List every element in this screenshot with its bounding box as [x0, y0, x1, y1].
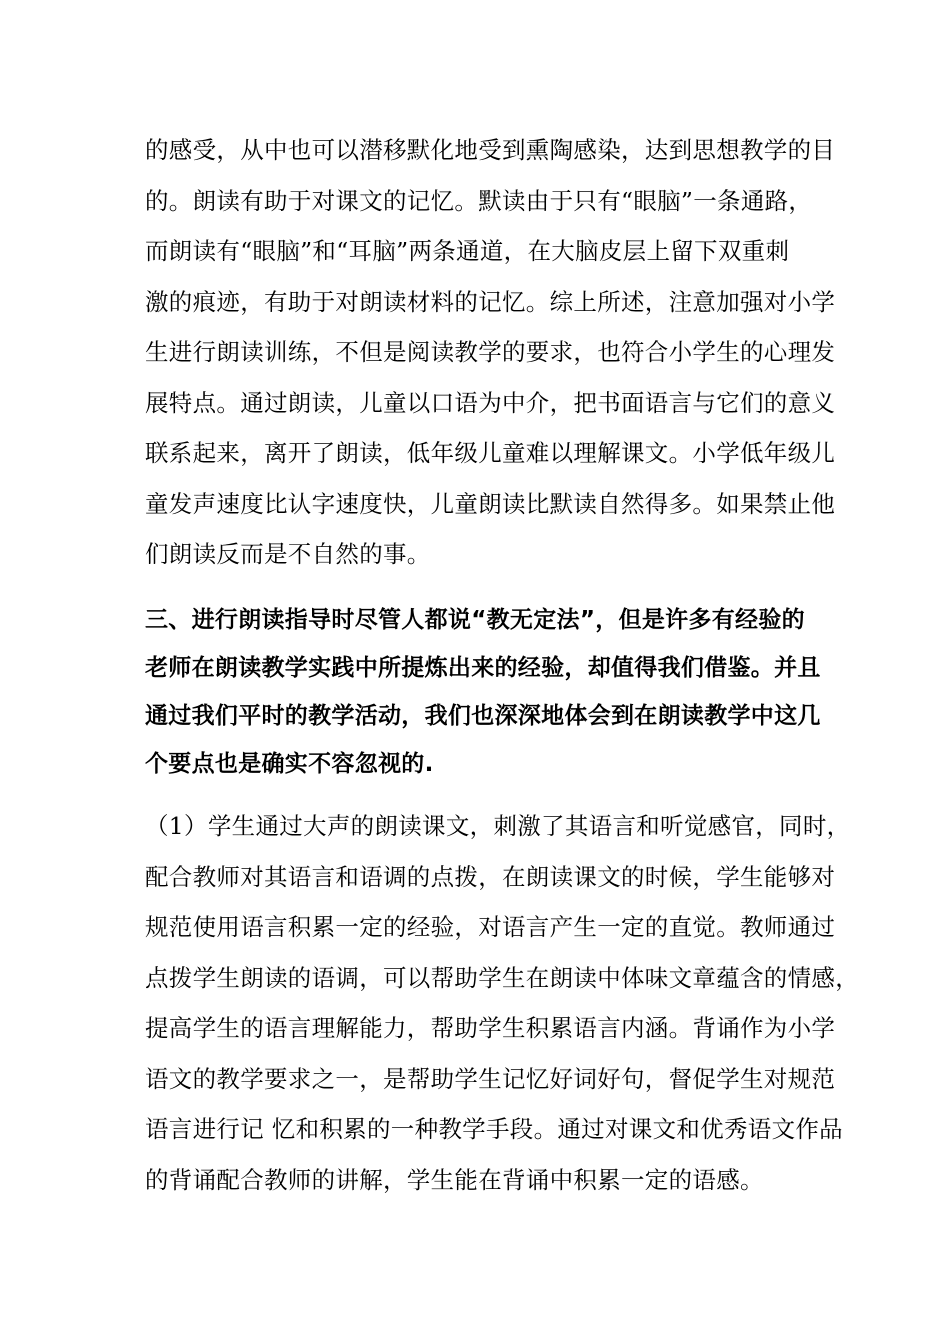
text-line: 的感受，从中也可以潜移默化地受到熏陶感染，达到思想教学的目	[145, 136, 836, 164]
text-line: 展特点。通过朗读，儿童以口语为中介，把书面语言与它们的意义	[145, 388, 836, 417]
text-line: 点拨学生朗读的语调，可以帮助学生在朗读中体味文章蕴含的情感，	[145, 963, 859, 992]
text-line: 配合教师对其语言和语调的点拨，在朗读课文的时候，学生能够对	[145, 862, 836, 891]
text-line: 的。朗读有助于对课文的记忆。默读由于只有“眼脑”一条通路，	[145, 186, 813, 215]
text-line: 们朗读反而是不自然的事。	[145, 540, 431, 568]
text-line: 提高学生的语言理解能力，帮助学生积累语言内涵。背诵作为小学	[145, 1014, 836, 1042]
text-line: 规范使用语言积累一定的经验，对语言产生一定的直觉。教师通过	[145, 913, 836, 941]
heading-line: 老师在朗读教学实践中所提炼出来的经验，却值得我们借鉴。并且	[145, 655, 821, 681]
text-line: 激的痕迹，有助于对朗读材料的记忆。综上所述，注意加强对小学	[145, 287, 836, 316]
heading-line: 个要点也是确实不容忽视的.	[145, 751, 434, 777]
body-paragraph-2	[145, 801, 859, 1205]
text-line: 而朗读有“眼脑”和“耳脑”两条通道，在大脑皮层上留下双重刺	[145, 237, 790, 265]
section-heading-3	[145, 596, 821, 788]
text-line: 生进行朗读训练，不但是阅读教学的要求，也符合小学生的心理发	[145, 338, 836, 366]
text-line: 的背诵配合教师的讲解，学生能在背诵中积累一定的语感。	[145, 1165, 764, 1194]
text-line: 语文的教学要求之一，是帮助学生记忆好词好句，督促学生对规范	[145, 1064, 836, 1093]
heading-line: 通过我们平时的教学活动，我们也深深地体会到在朗读教学中这几	[145, 703, 821, 729]
heading-line: 三、进行朗读指导时尽管人都说“教无定法”，但是许多有经验的	[145, 607, 805, 633]
text-line: 童发声速度比认字速度快，儿童朗读比默读自然得多。如果禁止他	[145, 489, 836, 518]
text-line: （1）学生通过大声的朗读课文，刺激了其语言和听觉感官，同时，	[145, 812, 851, 840]
text-line: 语言进行记 忆和积累的一种教学手段。通过对课文和优秀语文作品	[145, 1115, 843, 1143]
text-line: 联系起来，离开了朗读，低年级儿童难以理解课文。小学低年级儿	[145, 439, 836, 467]
body-paragraph-1	[145, 125, 836, 580]
